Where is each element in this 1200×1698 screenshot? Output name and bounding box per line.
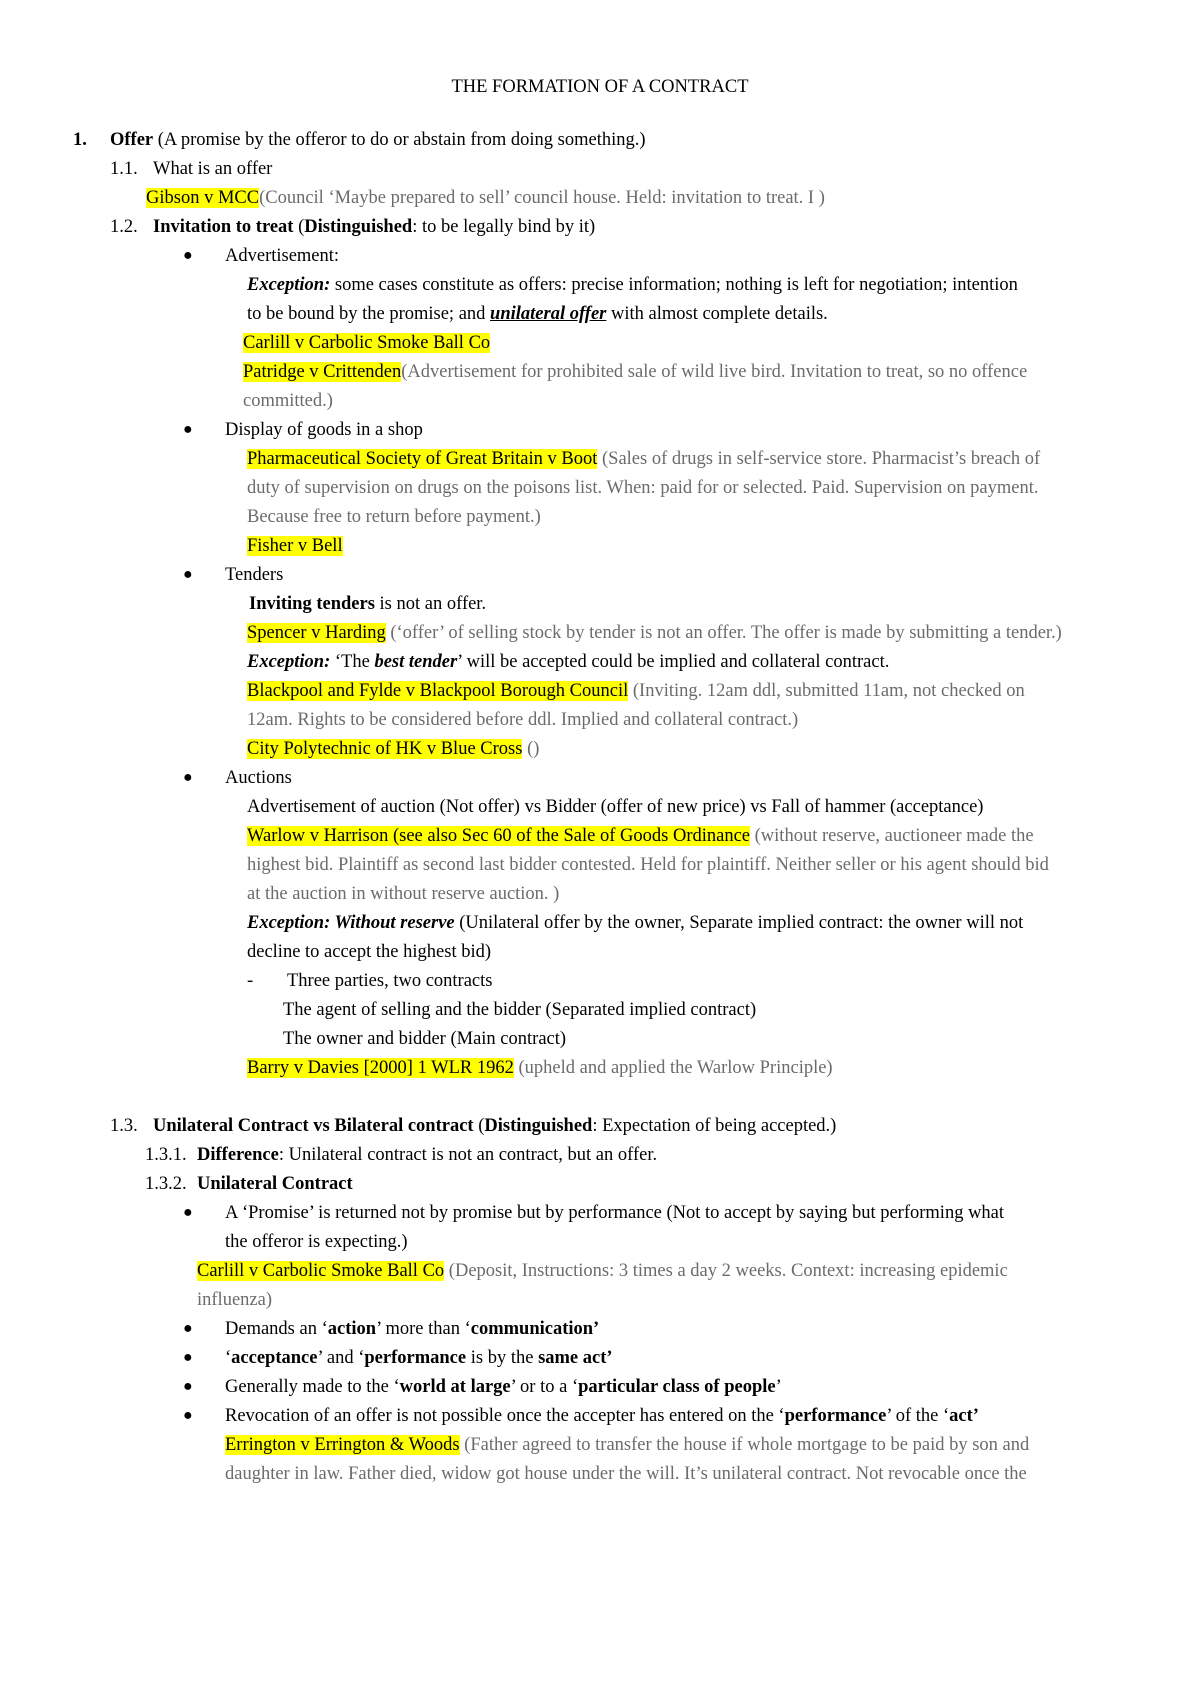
section-1-number: 1. [73,130,87,150]
case-city-polytechnic: City Polytechnic of HK v Blue Cross () [247,739,540,759]
case-pharmaceutical: Pharmaceutical Society of Great Britain v Boot (Sales of drugs in self-service store. Pharmacist’s breach of [247,449,1041,469]
section-1-1-heading: What is an offer [153,159,273,179]
case-errington-note-cont: daughter in law. Father died, widow got house under the will. It’s unilateral contract. Not revocable once the [225,1464,1027,1484]
section-1-1-number: 1.1. [110,159,138,179]
case-barry: Barry v Davies [2000] 1 WLR 1962 (upheld and applied the Warlow Principle) [247,1058,833,1078]
auctions-parties: Three parties, two contracts [287,971,493,991]
case-blackpool: Blackpool and Fylde v Blackpool Borough Council (Inviting. 12am ddl, submitted 11am, not checked on [247,681,1025,701]
section-1-3-heading: Unilateral Contract vs Bilateral contract (Distinguished: Expectation of being accepted.) [153,1116,837,1136]
case-blackpool-note-cont: 12am. Rights to be considered before ddl. Implied and collateral contract.) [247,710,799,730]
bullet-icon: ● [183,1378,193,1395]
case-carlill-2: Carlill v Carbolic Smoke Ball Co (Deposit, Instructions: 3 times a day 2 weeks. Context: increasing epidemic [197,1261,1008,1281]
section-1-3-2-heading: Unilateral Contract [197,1174,353,1194]
auctions-party-1: The agent of selling and the bidder (Separated implied contract) [283,1000,757,1020]
section-1-2-heading: Invitation to treat (Distinguished: to be legally bind by it) [153,217,596,237]
bullet-icon: ● [183,566,193,583]
bullet-icon: ● [183,1320,193,1337]
display-label: Display of goods in a shop [225,420,423,440]
advertisement-exception-2: to be bound by the promise; and unilateral offer with almost complete details. [247,304,828,324]
case-pharmaceutical-note-3: Because free to return before payment.) [247,507,541,527]
unilateral-point-5: Revocation of an offer is not possible once the accepter has entered on the ‘performance’ of the ‘act’ [225,1406,979,1426]
dash-marker: - [247,971,254,991]
case-carlill-2-note-cont: influenza) [197,1290,272,1310]
section-1-3-2-number: 1.3.2. [145,1174,187,1194]
tenders-label: Tenders [225,565,284,585]
case-gibson: Gibson v MCC(Council ‘Maybe prepared to sell’ council house. Held: invitation to treat. I ) [146,188,825,208]
advertisement-label: Advertisement: [225,246,340,266]
unilateral-point-4: Generally made to the ‘world at large’ or to a ‘particular class of people’ [225,1377,782,1397]
case-errington: Errington v Errington & Woods (Father agreed to transfer the house if whole mortgage to be paid by son and [225,1435,1030,1455]
unilateral-point-1: A ‘Promise’ is returned not by promise but by performance (Not to accept by saying but performing what [225,1203,1005,1223]
unilateral-point-3: ‘acceptance’ and ‘performance is by the same act’ [225,1348,613,1368]
bullet-icon: ● [183,421,193,438]
case-patridge-note-cont: committed.) [243,391,333,411]
bullet-icon: ● [183,1349,193,1366]
case-pharmaceutical-note-2: duty of supervision on drugs on the poisons list. When: paid for or selected. Paid. Supervision on payment. [247,478,1039,498]
tenders-inviting: Inviting tenders is not an offer. [249,594,487,614]
unilateral-point-1-cont: the offeror is expecting.) [225,1232,408,1252]
section-1-heading: Offer (A promise by the offeror to do or abstain from doing something.) [110,130,646,150]
advertisement-exception-1: Exception: some cases constitute as offers: precise information; nothing is left for negotiation; intention [247,275,1018,295]
case-patridge: Patridge v Crittenden(Advertisement for prohibited sale of wild live bird. Invitation to treat, so no offence [243,362,1028,382]
section-1-2-number: 1.2. [110,217,138,237]
section-1-3-1-number: 1.3.1. [145,1145,187,1165]
case-spencer: Spencer v Harding (‘offer’ of selling stock by tender is not an offer. The offer is made by submitting a tender.) [247,623,1062,643]
auctions-label: Auctions [225,768,292,788]
case-carlill: Carlill v Carbolic Smoke Ball Co [243,333,491,353]
bullet-icon: ● [183,1204,193,1221]
unilateral-point-2: Demands an ‘action’ more than ‘communication’ [225,1319,600,1339]
auctions-exception-1: Exception: Without reserve (Unilateral offer by the owner, Separate implied contract: the owner will not [247,913,1024,933]
auctions-exception-2: decline to accept the highest bid) [247,942,492,962]
bullet-icon: ● [183,1407,193,1424]
case-fisher: Fisher v Bell [247,536,343,556]
tenders-exception: Exception: ‘The best tender’ will be accepted could be implied and collateral contract. [247,652,890,672]
section-1-3-number: 1.3. [110,1116,138,1136]
case-warlow-note-2: highest bid. Plaintiff as second last bidder contested. Held for plaintiff. Neither seller or his agent should bid [247,855,1049,875]
page-title: THE FORMATION OF A CONTRACT [451,77,749,97]
case-warlow-note-3: at the auction in without reserve auction. ) [247,884,560,904]
case-warlow: Warlow v Harrison (see also Sec 60 of the Sale of Goods Ordinance (without reserve, auctioneer made the [247,826,1034,846]
bullet-icon: ● [183,769,193,786]
section-1-3-1-text: Difference: Unilateral contract is not an contract, but an offer. [197,1145,658,1165]
bullet-icon: ● [183,247,193,264]
auctions-party-2: The owner and bidder (Main contract) [283,1029,567,1049]
auctions-overview: Advertisement of auction (Not offer) vs Bidder (offer of new price) vs Fall of hammer (acceptance) [247,797,984,817]
